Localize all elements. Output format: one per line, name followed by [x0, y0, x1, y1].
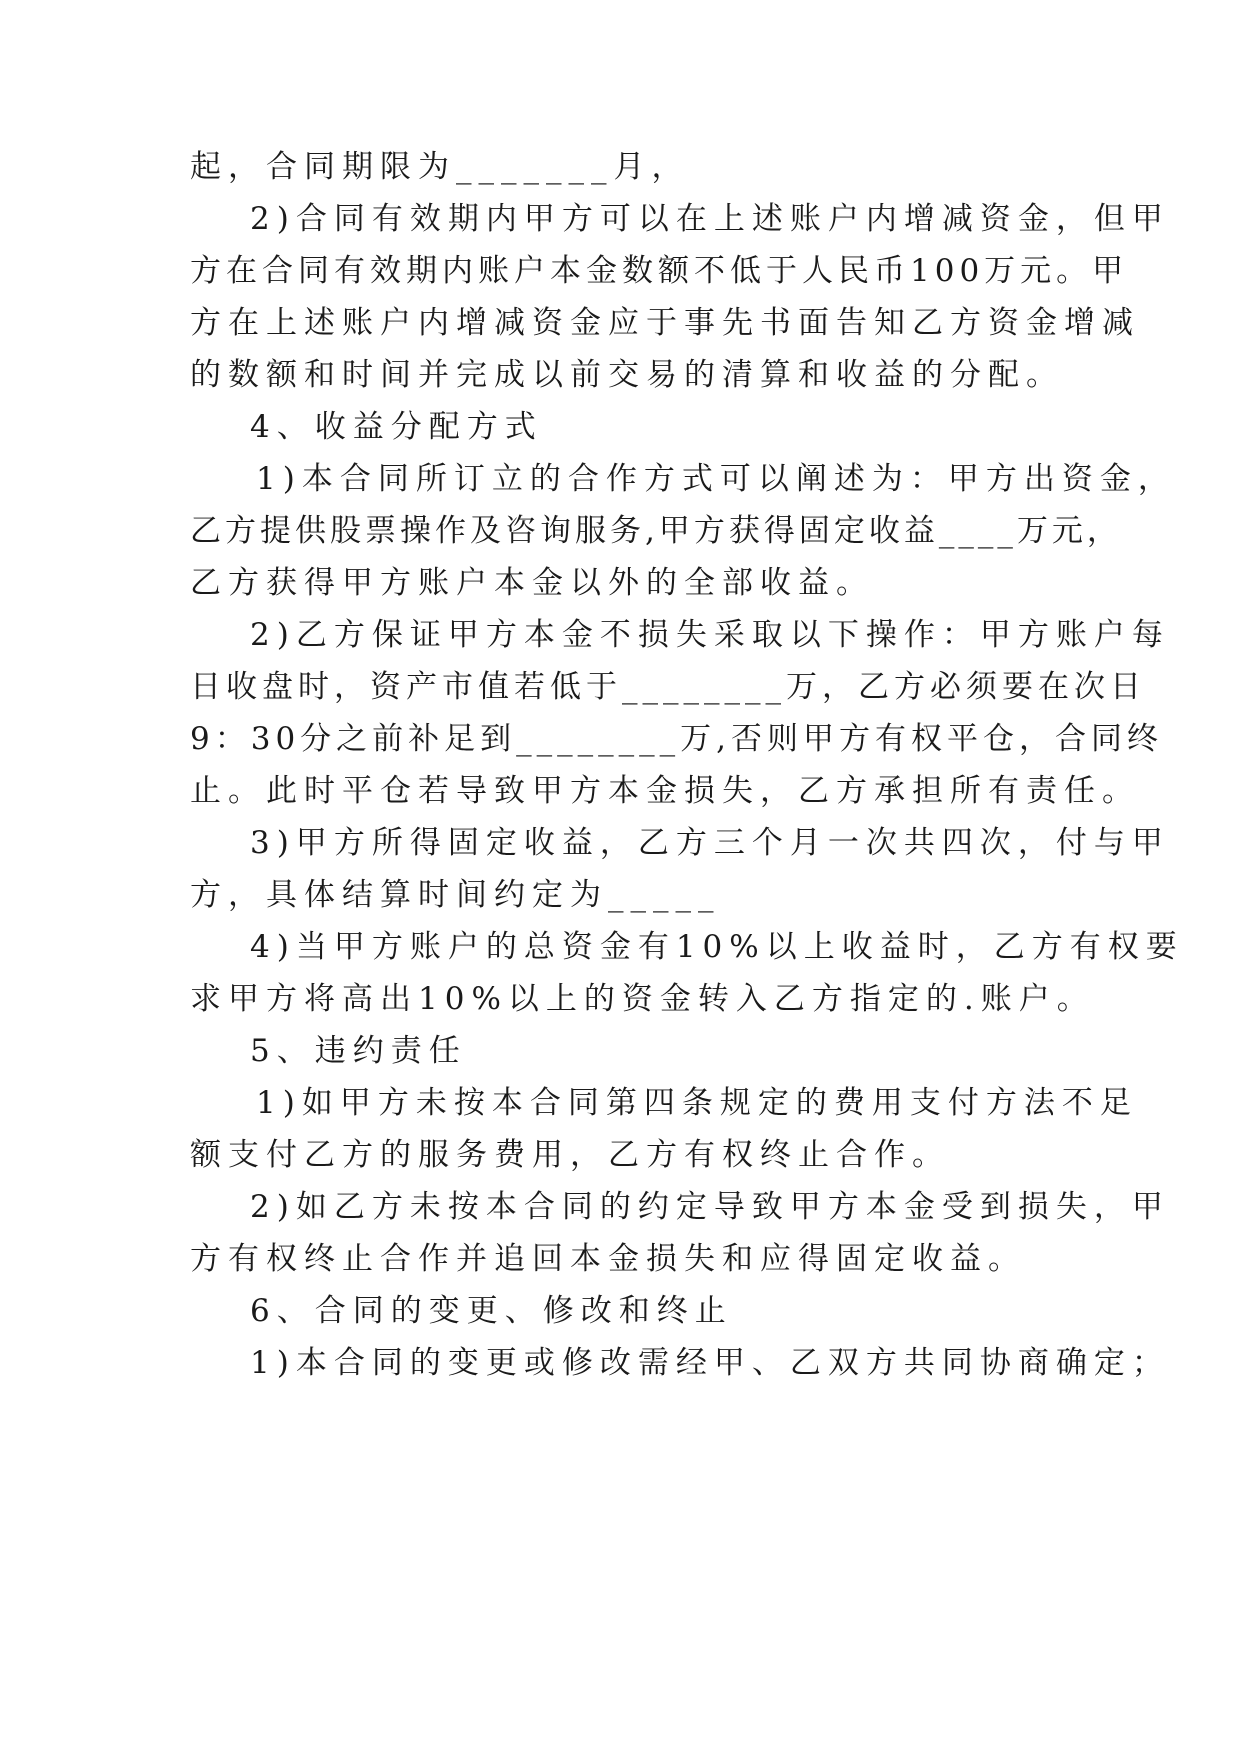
- text-line: 2)合同有效期内甲方可以在上述账户内增减资金，但甲: [250, 201, 1170, 237]
- section-heading: 6、合同的变更、修改和终止: [250, 1293, 733, 1329]
- text-line: 乙方获得甲方账户本金以外的全部收益。: [190, 565, 874, 601]
- text-line: 额支付乙方的服务费用，乙方有权终止合作。: [190, 1137, 950, 1173]
- text-line: 3)甲方所得固定收益，乙方三个月一次共四次，付与甲: [250, 825, 1170, 861]
- text-line: 1)如甲方未按本合同第四条规定的费用支付方法不足: [256, 1085, 1138, 1121]
- text-line: 1)本合同的变更或修改需经甲、乙双方共同协商确定；: [250, 1345, 1170, 1381]
- text-line: 1)本合同所订立的合作方式可以阐述为：甲方出资金，: [256, 461, 1176, 497]
- text-line: 乙方提供股票操作及咨询服务,甲方获得固定收益____万元，: [190, 513, 1122, 549]
- text-line: 止。此时平仓若导致甲方本金损失，乙方承担所有责任。: [190, 773, 1140, 809]
- section-heading: 5、违约责任: [250, 1033, 467, 1069]
- text-line: 9：30分之前补足到________万,否则甲方有权平仓，合同终: [190, 721, 1164, 757]
- section-heading: 4、收益分配方式: [250, 409, 543, 445]
- text-line: 2)乙方保证甲方本金不损失采取以下操作：甲方账户每: [250, 617, 1170, 653]
- text-line: 2)如乙方未按本合同的约定导致甲方本金受到损失，甲: [250, 1189, 1170, 1225]
- text-line: 方在上述账户内增减资金应于事先书面告知乙方资金增减: [190, 305, 1140, 341]
- text-line: 的数额和时间并完成以前交易的清算和收益的分配。: [190, 357, 1064, 393]
- text-line: 4)当甲方账户的总资金有10%以上收益时，乙方有权要: [250, 929, 1184, 965]
- text-line: 方，具体结算时间约定为_____: [190, 877, 721, 913]
- text-line: 起，合同期限为_______月，: [190, 149, 690, 185]
- text-line: 求甲方将高出10%以上的资金转入乙方指定的.账户。: [190, 981, 1095, 1017]
- text-line: 方有权终止合作并追回本金损失和应得固定收益。: [190, 1241, 1026, 1277]
- text-line: 日收盘时，资产市值若低于________万，乙方必须要在次日: [190, 669, 1146, 705]
- text-line: 方在合同有效期内账户本金数额不低于人民币100万元。甲: [190, 253, 1129, 289]
